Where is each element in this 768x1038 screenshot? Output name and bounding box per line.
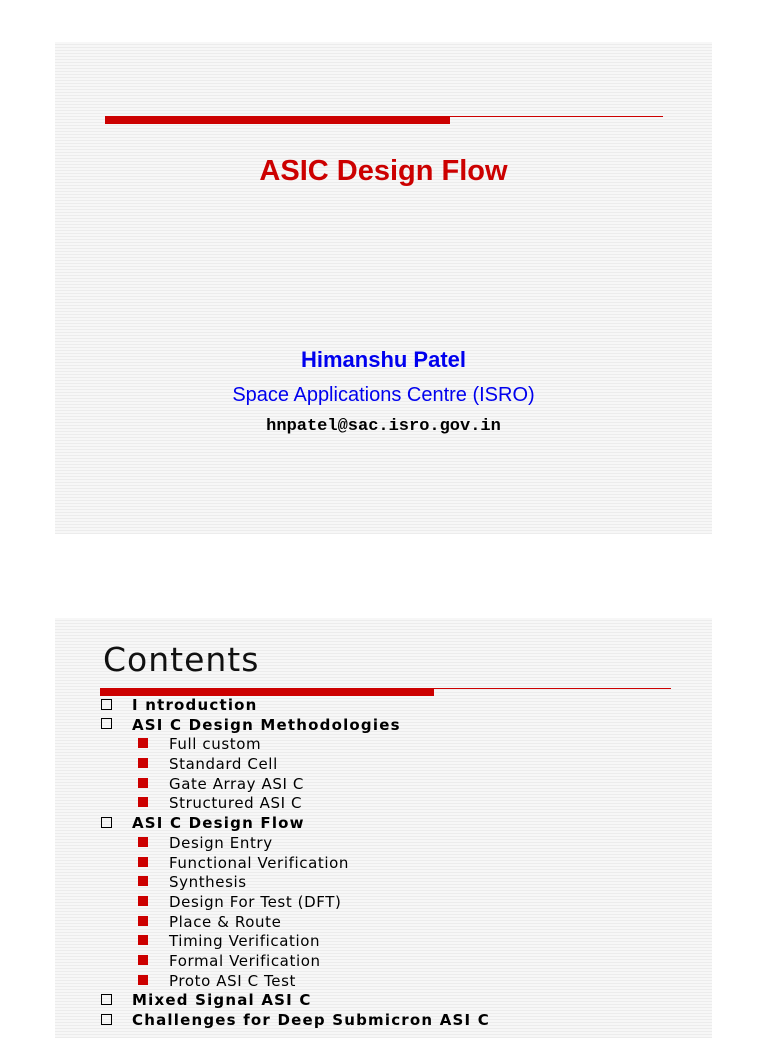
contents-item-text: Standard Cell (169, 755, 278, 774)
contents-item (101, 972, 490, 992)
contents-list (101, 696, 490, 1031)
contents-item (101, 854, 490, 874)
contents-rule-thin (434, 688, 671, 689)
contents-item (101, 794, 490, 814)
slide-title: ASIC Design Flow (259, 155, 508, 187)
contents-rule-thick (100, 688, 434, 696)
contents-item-text: I ntroduction (132, 696, 258, 714)
contents-item-text: Structured ASI C (169, 794, 303, 813)
contents-item-text: Design Entry (169, 833, 273, 852)
hollow-square-bullet-icon (101, 994, 112, 1005)
contents-item-text: ASI C Design Methodologies (132, 715, 401, 734)
red-square-bullet-icon (138, 955, 148, 965)
author-name: Himanshu Patel (300, 347, 467, 372)
contents-item-text: Timing Verification (169, 932, 321, 951)
red-square-bullet-icon (138, 876, 148, 886)
contents-item (101, 716, 490, 736)
red-square-bullet-icon (138, 758, 148, 768)
contents-item-text: Formal Verification (169, 951, 321, 970)
contents-item (101, 893, 490, 913)
hollow-square-bullet-icon (101, 718, 112, 729)
red-square-bullet-icon (138, 935, 148, 945)
red-square-bullet-icon (138, 778, 148, 788)
title-slide (55, 42, 712, 534)
contents-item (101, 775, 490, 795)
red-square-bullet-icon (138, 916, 148, 926)
red-square-bullet-icon (138, 738, 148, 748)
contents-item (101, 755, 490, 775)
contents-item (101, 696, 490, 716)
red-square-bullet-icon (138, 797, 148, 807)
contents-item-text: Design For Test (DFT) (169, 892, 342, 911)
contents-item-text: Challenges for Deep Submicron ASI C (132, 1011, 490, 1029)
contents-item (101, 834, 490, 854)
contents-item (101, 913, 490, 933)
red-square-bullet-icon (138, 896, 148, 906)
hollow-square-bullet-icon (101, 817, 112, 828)
contents-slide (55, 618, 712, 1038)
contents-item-text: Proto ASI C Test (169, 971, 296, 990)
organization-name: Space Applications Centre (ISRO) (232, 384, 535, 406)
title-rule-thick (105, 116, 450, 124)
red-square-bullet-icon (138, 857, 148, 867)
contents-item (101, 932, 490, 952)
contents-item (101, 991, 490, 1011)
contents-item-text: Functional Verification (169, 853, 350, 872)
contents-item-text: Gate Array ASI C (169, 774, 304, 793)
contents-item-text: Synthesis (169, 873, 247, 892)
contents-item-text: Place & Route (169, 912, 282, 931)
title-rule-thin (450, 116, 663, 117)
contents-item (101, 1011, 490, 1031)
contents-item (101, 873, 490, 893)
contents-heading: Contents (103, 640, 260, 679)
hollow-square-bullet-icon (101, 699, 112, 710)
contents-item (101, 952, 490, 972)
contents-item-text: Mixed Signal ASI C (132, 991, 312, 1010)
author-email: hnpatel@sac.isro.gov.in (266, 417, 501, 436)
contents-item (101, 735, 490, 755)
contents-item-text: ASI C Design Flow (132, 814, 305, 833)
red-square-bullet-icon (138, 837, 148, 847)
contents-item-text: Full custom (169, 735, 262, 754)
contents-item (101, 814, 490, 834)
hollow-square-bullet-icon (101, 1014, 112, 1025)
red-square-bullet-icon (138, 975, 148, 985)
